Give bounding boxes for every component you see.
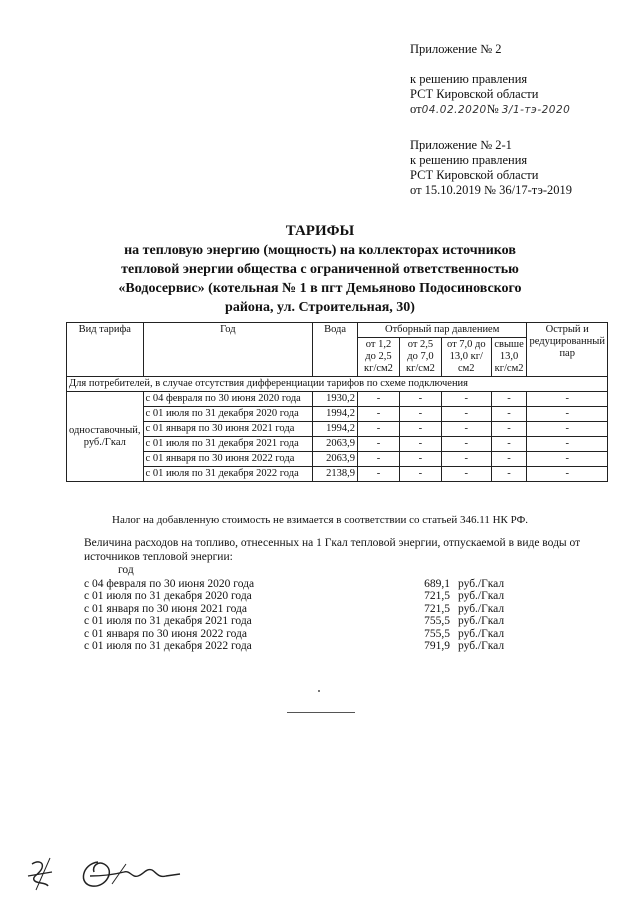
fuel-period: с 01 января по 30 июня 2022 года [84,627,247,640]
appendix-header-1 [410,42,570,118]
row-dash: - [491,467,527,482]
fuel-list [84,578,524,652]
fuel-unit: руб./Гкал [458,639,505,652]
signature-image [20,850,190,900]
row-dash: - [358,467,400,482]
row-dash: - [441,392,491,407]
row-period: с 01 июля по 31 декабря 2020 года [143,407,313,422]
row-dash: - [527,407,608,422]
row-dash: - [527,392,608,407]
row-water-value: 1994,2 [313,407,358,422]
fuel-period: с 04 февраля по 30 июня 2020 года [84,578,255,590]
list-item [84,578,524,590]
list-item [84,590,524,602]
fuel-unit: руб./Гкал [458,578,505,590]
fuel-value: 755,5 [424,627,450,640]
row-dash: - [527,422,608,437]
row-dash: - [491,407,527,422]
fuel-value: 791,9 [424,639,450,652]
fuel-unit: руб./Гкал [458,615,505,628]
row-period: с 04 февраля по 30 июня 2020 года [143,392,313,407]
fuel-value: 755,5 [424,615,450,628]
header-pressure-4: свыше 13,0 кг/см2 [491,338,527,377]
row-water-value: 2063,9 [313,452,358,467]
row-dash: - [358,392,400,407]
row-dash: - [358,407,400,422]
appendix-header-2 [410,138,572,198]
appendix-line: к решению правления [410,153,528,167]
row-dash: - [441,452,491,467]
fuel-value: 721,5 [424,602,450,615]
appendix-line: РСТ Кировской области [410,168,539,182]
heading-line: района, ул. Строительная, 30) [225,300,415,315]
table-row [67,422,608,437]
header-sharp-steam: Острый и редуцированный пар [527,323,608,377]
table-row [67,392,608,407]
fuel-intro: Величина расходов на топливо, отнесенных на 1 Гкал тепловой энергии, отпускаемой в виде воды от источников тепловой энергии: [84,537,581,563]
row-period: с 01 января по 30 июня 2021 года [143,422,313,437]
row-dash: - [491,422,527,437]
header-pressure-1: от 1,2 до 2,5 кг/см2 [358,338,400,377]
row-dash: - [441,422,491,437]
row-dash: - [358,422,400,437]
row-dash: - [399,437,441,452]
row-dash: - [527,467,608,482]
row-dash: - [399,467,441,482]
fuel-unit: руб./Гкал [458,627,505,640]
group-label: Для потребителей, в случае отсутствия дифференциации тарифов по схеме подключения [67,377,608,392]
row-dash: - [399,407,441,422]
header-pressure-3: от 7,0 до 13,0 кг/см2 [441,338,491,377]
header-year: Год [143,323,313,377]
header-pressure-2: от 2,5 до 7,0 кг/см2 [399,338,441,377]
fuel-period: с 01 января по 30 июня 2021 года [84,602,247,615]
document-heading [60,222,580,317]
fuel-period: с 01 июля по 31 декабря 2020 года [84,590,252,603]
appendix-title: Приложение № 2 [410,42,502,56]
row-dash: - [527,452,608,467]
fuel-period: с 01 июля по 31 декабря 2021 года [84,615,252,628]
heading-line: на тепловую энергию (мощность) на коллекторах источников [124,243,516,258]
list-item [84,603,524,615]
fuel-value: 689,1 [424,578,450,590]
row-dash: - [491,437,527,452]
fuel-period: с 01 июля по 31 декабря 2022 года [84,639,252,652]
fuel-year-label: год [118,564,134,576]
list-item [84,628,524,640]
heading-line: тепловой энергии общества с ограниченной ответственностью [121,262,519,277]
row-dash: - [441,467,491,482]
row-dash: - [441,407,491,422]
row-dash: - [491,452,527,467]
fuel-unit: руб./Гкал [458,590,505,603]
appendix-line: РСТ Кировской области [410,87,539,101]
table-row [67,437,608,452]
appendix-title: Приложение № 2-1 [410,138,512,152]
dot-mark [318,690,320,692]
row-period: с 01 января по 30 июня 2022 года [143,452,313,467]
appendix-line: к решению правления [410,72,528,86]
row-dash: - [358,437,400,452]
tariff-table [66,322,608,482]
row-water-value: 1930,2 [313,392,358,407]
appendix-line: от 15.10.2019 № 36/17-тэ-2019 [410,183,573,197]
fuel-value: 721,5 [424,590,450,603]
number-sign: № [486,102,499,116]
fuel-unit: руб./Гкал [458,602,505,615]
row-period: с 01 июля по 31 декабря 2021 года [143,437,313,452]
row-dash: - [491,392,527,407]
table-row [67,467,608,482]
handwritten-date: 04.02.2020 [421,104,487,116]
row-water-value: 2138,9 [313,467,358,482]
row-dash: - [399,452,441,467]
row-dash: - [399,392,441,407]
appendix-date-line [410,102,570,118]
row-dash: - [441,437,491,452]
heading-line: «Водосервис» (котельная № 1 в пгт Демьяново Подосиновского [118,281,522,296]
appendix-date-prefix: от [410,102,422,116]
tariff-kind: одноставочный, руб./Гкал [67,392,144,482]
row-dash: - [527,437,608,452]
row-dash: - [399,422,441,437]
table-row [67,452,608,467]
header-water: Вода [313,323,358,377]
list-item [84,640,524,652]
table-row [67,407,608,422]
vat-note: Налог на добавленную стоимость не взимается в соответствии со статьей 346.11 НК РФ. [112,514,529,526]
header-steam: Отборный пар давлением [358,323,527,338]
header-tariff-type: Вид тарифа [67,323,144,377]
row-water-value: 2063,9 [313,437,358,452]
separator-line [287,712,355,713]
row-period: с 01 июля по 31 декабря 2022 года [143,467,313,482]
heading-title: ТАРИФЫ [285,223,355,239]
handwritten-number: 3/1-тэ-2020 [501,104,571,116]
row-water-value: 1994,2 [313,422,358,437]
row-dash: - [358,452,400,467]
list-item [84,615,524,627]
